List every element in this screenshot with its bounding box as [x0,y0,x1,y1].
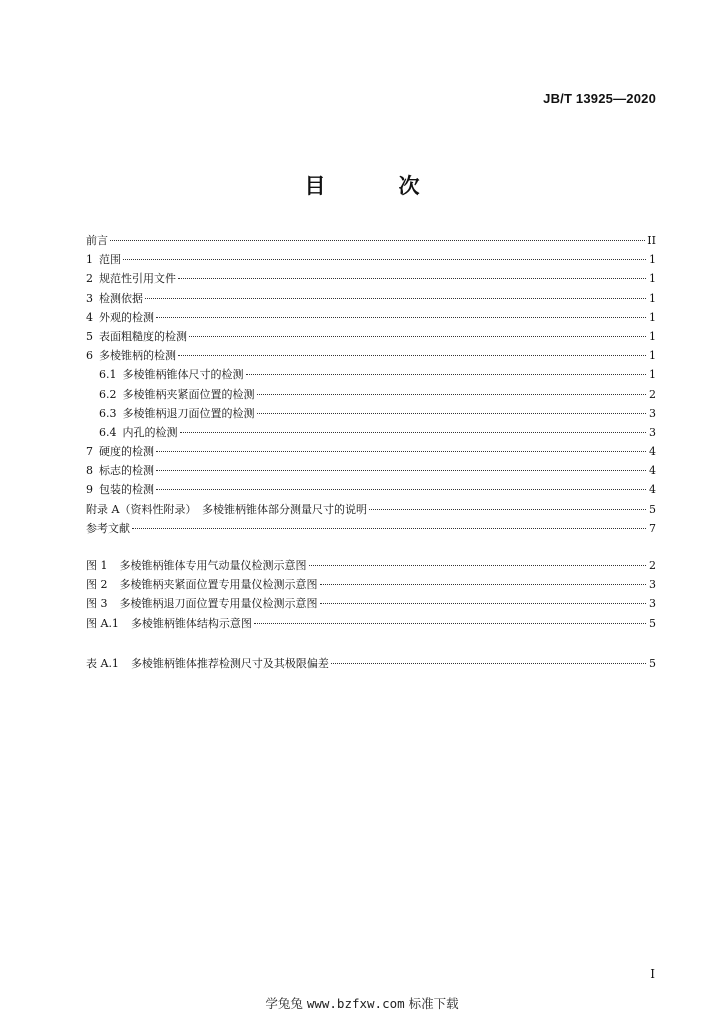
toc-entry-page: 3 [649,406,656,420]
toc-entry-number: 6.4 [99,425,117,439]
toc-dot-leader [178,354,646,356]
toc-entry-page: 1 [649,291,656,305]
document-code: JB/T 13925—2020 [543,91,656,106]
toc-entry-number: 图 1 [86,559,108,572]
toc-entry-page: 4 [649,445,656,459]
toc-entry-number: 6.1 [99,368,117,382]
toc-entry-number: 1 [86,253,93,267]
toc-entry-label: 硬度的检测 [99,445,154,459]
toc-dot-leader [254,622,646,624]
toc-entry-label: 多棱锥柄锥体结构示意图 [130,616,252,630]
toc-entry-label: 多棱锥柄锥体专用气动量仪检测示意图 [119,559,307,572]
toc-entry-label: 多棱锥柄退刀面位置专用量仪检测示意图 [119,597,318,611]
toc-entry-number: 5 [86,329,93,343]
toc-entry-label: 包装的检测 [99,483,154,497]
toc-entry-page: 5 [649,616,656,630]
toc-dot-leader [123,258,646,260]
table-of-contents [86,231,656,673]
toc-entry-page: 3 [649,578,656,592]
toc-dot-leader [156,450,646,452]
page-number: I [650,967,655,981]
toc-entry-page: 5 [649,502,656,516]
toc-entry[interactable] [86,404,656,423]
toc-dot-leader [180,431,647,433]
toc-entry-number: 图 3 [86,597,108,611]
toc-dot-leader [257,393,647,395]
toc-entry[interactable] [86,654,656,673]
toc-entry[interactable] [86,500,656,519]
toc-entry[interactable] [86,556,656,575]
toc-sections [86,231,656,538]
footer-site-name: 学兔兔 [265,996,303,1011]
toc-entry[interactable] [86,519,656,538]
toc-entry-label: 内孔的检测 [122,425,178,439]
toc-dot-leader [309,564,647,566]
toc-entry[interactable] [86,308,656,327]
toc-entry[interactable] [86,614,656,633]
toc-entry-page: 4 [649,464,656,478]
toc-entry[interactable] [86,461,656,480]
toc-entry-label: 多棱锥柄的检测 [99,349,176,363]
toc-entry[interactable] [86,365,656,384]
toc-entry-number: 9 [86,483,93,497]
toc-entry-label: 范围 [99,253,121,267]
toc-entry[interactable] [86,575,656,594]
footer-watermark[interactable] [0,994,724,1012]
toc-entry-page: 5 [649,656,656,670]
toc-entry[interactable] [86,346,656,365]
toc-entry-number: 图 A.1 [86,616,119,630]
toc-entry-page: 1 [649,368,656,382]
toc-entry-number: 6.3 [99,406,117,420]
toc-dot-leader [369,508,646,510]
toc-entry-page: 1 [649,329,656,343]
toc-entry-page: 2 [649,559,656,572]
toc-entry-number: 8 [86,464,93,478]
toc-entry-label: 多棱锥柄夹紧面位置的检测 [122,387,255,401]
toc-entry-number: 表 A.1 [86,656,119,670]
footer-url[interactable]: www.bzfxw.com [306,996,405,1011]
toc-dot-leader [246,373,647,375]
toc-entry-number: 3 [86,291,93,305]
toc-entry-number: 6.2 [99,387,117,401]
toc-entry-page: 1 [649,272,656,286]
toc-entry-label: 标志的检测 [99,464,154,478]
toc-dot-leader [331,662,646,664]
toc-entry-page: 3 [649,597,656,611]
toc-entry-label: 多棱锥柄夹紧面位置专用量仪检测示意图 [119,578,318,592]
toc-dot-leader [320,583,647,585]
toc-entry-page: 4 [649,483,656,497]
toc-entry[interactable] [86,442,656,461]
toc-dot-leader [189,335,646,337]
toc-entry[interactable] [86,423,656,442]
toc-dot-leader [110,239,645,241]
toc-entry-page: II [647,234,656,247]
toc-entry-number: 4 [86,310,93,324]
toc-dot-leader [145,297,646,299]
toc-entry-label: 表面粗糙度的检测 [99,329,187,343]
toc-entry[interactable] [86,480,656,499]
toc-tables [86,654,656,673]
toc-entry-number: 2 [86,272,93,286]
toc-entry[interactable] [86,269,656,288]
toc-entry[interactable] [86,594,656,613]
toc-entry-label: 参考文献 [86,521,130,535]
toc-dot-leader [156,316,646,318]
toc-entry-page: 1 [649,253,656,267]
toc-entry-page: 1 [649,310,656,324]
toc-dot-leader [257,412,647,414]
toc-dot-leader [132,527,646,529]
toc-entry-label: 外观的检测 [99,310,154,324]
toc-entry-label: 多棱锥柄锥体推荐检测尺寸及其极限偏差 [130,656,329,670]
toc-figures [86,556,656,633]
toc-dot-leader [320,602,647,604]
page-title: 目 次 [304,174,446,198]
footer-tagline: 标准下载 [408,996,459,1011]
toc-entry-number: 6 [86,349,93,363]
toc-entry-page: 7 [649,521,656,535]
toc-entry-page: 1 [649,349,656,363]
toc-entry-label: 前言 [86,234,108,247]
toc-entry-number: 图 2 [86,578,108,592]
toc-entry-page: 3 [649,425,656,439]
toc-dot-leader [156,488,646,490]
toc-entry[interactable] [86,385,656,404]
toc-dot-leader [178,277,646,279]
toc-entry-label: 多棱锥柄锥体尺寸的检测 [122,368,244,382]
toc-entry[interactable] [86,231,656,250]
toc-entry-label: 检测依据 [99,291,143,305]
toc-entry[interactable] [86,289,656,308]
toc-entry-label: 规范性引用文件 [99,272,176,286]
toc-dot-leader [156,469,646,471]
toc-entry-label: 多棱锥柄退刀面位置的检测 [122,406,255,420]
toc-entry-label: 附录 A（资料性附录） 多棱锥柄锥体部分测量尺寸的说明 [86,502,367,516]
toc-entry-page: 2 [649,387,656,401]
toc-entry[interactable] [86,327,656,346]
toc-entry-number: 7 [86,445,93,459]
toc-entry[interactable] [86,250,656,269]
